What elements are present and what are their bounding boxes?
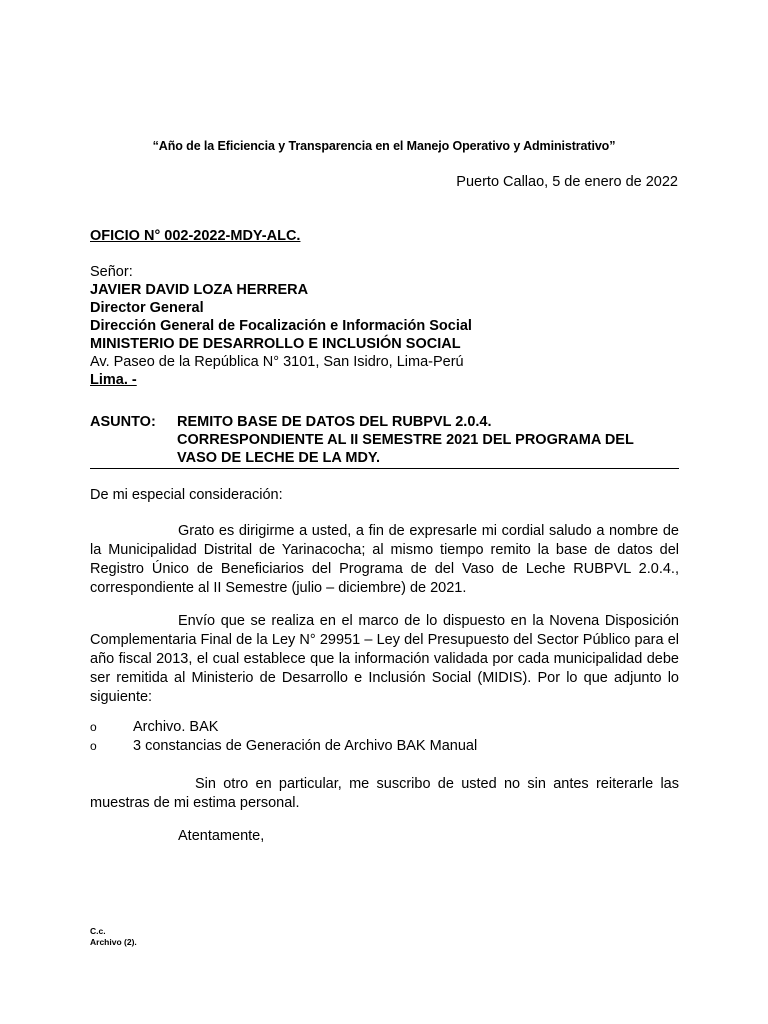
attachment-list — [90, 718, 477, 756]
recipient-salutation: Señor: — [90, 264, 133, 280]
recipient-ministry: MINISTERIO DE DESARROLLO E INCLUSIÓN SOCIAL — [90, 336, 461, 352]
oficio-number: OFICIO N° 002-2022-MDY-ALC. — [90, 228, 301, 244]
recipient-block — [90, 263, 472, 389]
bullet-marker: o — [90, 739, 97, 753]
closing: Atentamente, — [178, 828, 265, 844]
subject-block — [90, 413, 679, 469]
bullet-marker: o — [90, 720, 97, 734]
year-motto: “Año de la Eficiencia y Transparencia en el Manejo Operativo y Administrativo” — [152, 139, 616, 153]
recipient-address: Av. Paseo de la República N° 3101, San Isidro, Lima-Perú — [90, 354, 464, 370]
attachment-text: Archivo. BAK — [133, 719, 219, 735]
recipient-position: Director General — [90, 300, 204, 316]
cc-item: Archivo (2). — [90, 937, 137, 947]
recipient-city: Lima. - — [90, 372, 137, 388]
body-paragraph-3: Sin otro en particular, me suscribo de usted no sin antes reiterarle las muestras de mi estima personal. — [90, 776, 679, 811]
subject-line: CORRESPONDIENTE AL II SEMESTRE 2021 DEL PROGRAMA DEL — [177, 432, 634, 448]
greeting: De mi especial consideración: — [90, 487, 283, 503]
attachment-text: 3 constancias de Generación de Archivo BAK Manual — [133, 738, 478, 754]
list-item — [90, 737, 477, 756]
subject-line: VASO DE LECHE DE LA MDY. — [177, 450, 381, 466]
recipient-office: Dirección General de Focalización e Información Social — [90, 318, 472, 334]
subject-line: REMITO BASE DE DATOS DEL RUBPVL 2.0.4. — [177, 414, 492, 430]
cc-label: C.c. — [90, 926, 106, 936]
body-paragraph-2: Envío que se realiza en el marco de lo dispuesto en la Novena Disposición Complementaria Final de la Ley N° 29951 – Ley del Presupuesto del Sector Público para el año fiscal 2013, el cual establece que la información validada por cada municipalidad debe ser remitida al Ministerio de Desarrollo e Inclusión Social (MIDIS). Por lo que adjunto lo siguiente: — [90, 613, 679, 705]
place-date: Puerto Callao, 5 de enero de 2022 — [456, 174, 678, 190]
body-paragraph-1: Grato es dirigirme a usted, a fin de expresarle mi cordial saludo a nombre de la Municipalidad Distrital de Yarinacocha; al mismo tiempo remito la base de datos del Registro Único de Beneficiarios del Programa de del Vaso de Leche RUBPVL 2.0.4., correspondiente al II Semestre (julio – diciembre) de 2021. — [90, 523, 679, 596]
subject-text — [177, 413, 679, 467]
list-item — [90, 718, 477, 737]
subject-label: ASUNTO: — [90, 414, 156, 430]
carbon-copy — [90, 926, 137, 948]
recipient-name: JAVIER DAVID LOZA HERRERA — [90, 282, 309, 298]
